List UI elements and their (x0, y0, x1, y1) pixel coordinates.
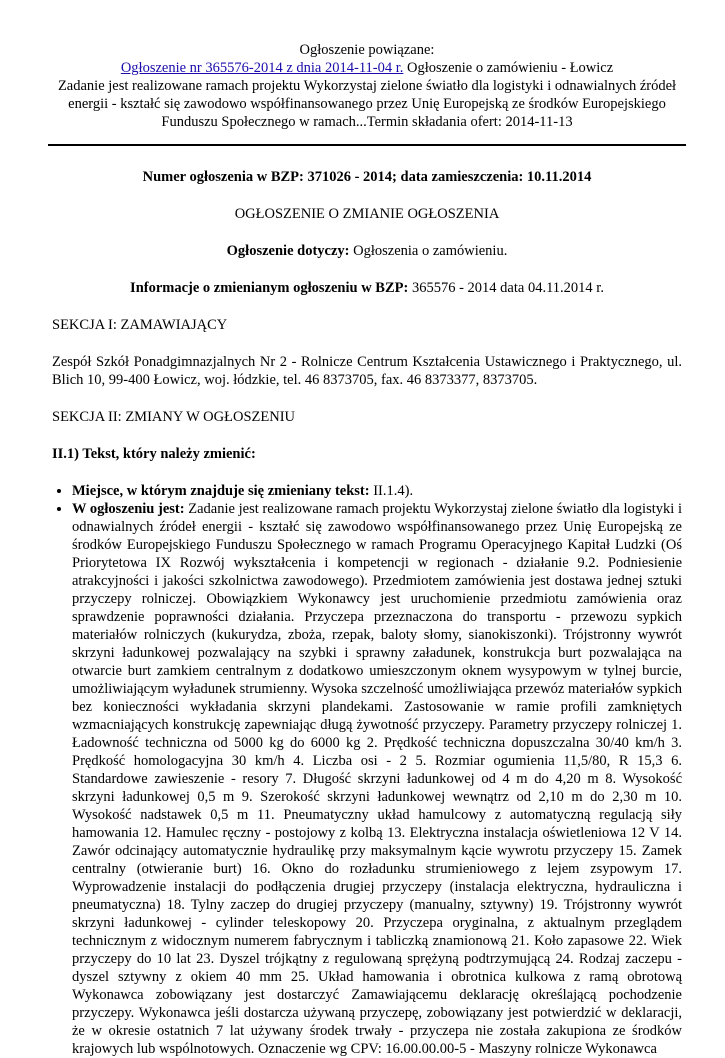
related-notice-block (52, 41, 682, 131)
notice-concerns-label: Ogłoszenie dotyczy: (226, 243, 350, 259)
related-link-suffix: Ogłoszenie o zamówieniu - Łowicz (403, 60, 614, 76)
list-item-text: II.1.4). (369, 483, 414, 499)
related-description: Zadanie jest realizowane ramach projektu Wykorzystaj zielone światło dla logistyki i odnawialnych źródeł energii - kształć się zawodowo współfinansowanego przez Unię Europejską ze środków Europejskiego Funduszu Społecznego w ramach...Termin składania ofert: 2014-11-13 (57, 78, 677, 130)
list-item-label: W ogłoszeniu jest: (72, 501, 185, 517)
horizontal-divider (48, 144, 686, 146)
notice-number: Numer ogłoszenia w BZP: 371026 - 2014; data zamieszczenia: 10.11.2014 (142, 169, 592, 185)
notice-title: OGŁOSZENIE O ZMIANIE OGŁOSZENIA (234, 206, 500, 222)
list-item-label: Miejsce, w którym znajduje się zmieniany tekst: (72, 483, 370, 499)
changes-list (52, 482, 682, 1058)
notice-concerns (52, 242, 682, 260)
list-item-text: Zadanie jest realizowane ramach projektu Wykorzystaj zielone światło dla logistyki i odnawialnych źródeł energii - kształć się zawodowo współfinansowanego przez Unię Europejską ze środków Europejskiego Funduszu Społecznego w ramach Programu Operacyjnego Kapitał Ludzki (Oś Priorytetowa IX Rozwój wykształcenia i kompetencji w regionach - działanie 9.2. Podniesienie atrakcyjności i jakości szkolnictwa zawodowego). Przedmiotem zamówienia jest dostawa jednej sztuki przyczepy rolniczej. Obowiązkiem Wykonawcy jest uruchomienie przedmiotu zamówienia oraz sprawdzenie poprawności działania. Przyczepa przeznaczona do transportu - przewozu sypkich materiałów rolniczych (kukurydza, zboża, rzepak, baloty słomy, sianokiszonki). Trójstronny wywrót skrzyni ładunkowej pozwalający na szybki i sprawny załadunek, konstrukcja burt pozwalająca na otwarcie burt zamkiem centralnym z dodatkowo umieszczonym oknem wysypowym w tylnej burcie, umożliwiającym wyładunek strumienny. Wysoka szczelność umożliwiająca przewóz materiałów sypkich bez konieczności wykładania skrzyni plandekami. Zastosowanie w ramie profili zamkniętych wzmacniających konstrukcję zapewniając długą żywotność przyczepy. Parametry przyczepy rolniczej 1. Ładowność techniczna od 5000 kg do 6000 kg 2. Prędkość techniczna dopuszczalna 30/40 km/h 3. Prędkość homologacyjna 30 km/h 4. Liczba osi - 2 5. Rozmiar ogumienia 11,5/80, R 15,3 6. Standardowe zawieszenie - resory 7. Długość skrzyni ładunkowej od 4 m do 4,20 m 8. Wysokość skrzyni ładunkowej 0,5 m 9. Szerokość skrzyni ładunkowej wewnątrz od 2,10 m do 2,30 m 10. Wysokość nadstawek 0,5 m 11. Pneumatyczny układ hamulcowy z automatyczną regulacją siły hamowania 12. Hamulec ręczny - postojowy z kolbą 13. Elektryczna instalacja oświetleniowa 12 V 14. Zawór odcinający automatycznie hydraulikę przy maksymalnym kącie wywrotu przyczepy 15. Zamek centralny (otwieranie burt) 16. Okno do rozładunku strumieniowego z lejem zsypowym 17. Wyprowadzenie instalacji do podłączenia drugiej przyczepy (instalacja elektryczna, hydrauliczna i pneumatyczna) 18. Tylny zaczep do drugiej przyczepy (manualny, sztywny) 19. Trójstronny wywrót skrzyni ładunkowej - cylinder teleskopowy 20. Przyczepa oryginalna, z aktualnym przeglądem technicznym z widocznym numerem fabrycznym i tabliczką znamionową 21. Koło zapasowe 22. Wiek przyczepy do 10 lat 23. Dyszel trójkątny z regulowaną sprężyną podtrzymującą 24. Rodzaj zaczepu - dyszel sztywny z okiem 40 mm 25. Układ hamowania i obrotnica kulkowa z ramą obrotową Wykonawca zobowiązany jest dostarczyć Zamawiającemu deklarację określającą pochodzenie przyczepy. Wykonawca jeśli dostarcza używaną przyczepę, zobowiązany jest potwierdzić w deklaracji, że w okresie ostatnich 7 lat używany środek trwały - przyczepa nie została zakupiona ze środków krajowych lub wspólnotowych. Oznaczenie wg CPV: 16.00.00.00-5 - Maszyny rolnicze Wykonawca (72, 501, 682, 1057)
changed-notice-info (52, 279, 682, 297)
contracting-authority-details: Zespół Szkół Ponadgimnazjalnych Nr 2 - Rolnicze Centrum Kształcenia Ustawicznego i Praktycznego, ul. Blich 10, 99-400 Łowicz, woj. łódzkie, tel. 46 8373705, fax. 46 8373377, 8373705. (52, 354, 682, 388)
list-item (72, 500, 682, 1058)
section-2-heading: SEKCJA II: ZMIANY W OGŁOSZENIU (52, 409, 296, 425)
section-2-subheading: II.1) Tekst, który należy zmienić: (52, 446, 256, 462)
notice-concerns-value: Ogłoszenia o zamówieniu. (349, 243, 508, 259)
related-heading: Ogłoszenie powiązane: (299, 42, 435, 58)
section-1-heading: SEKCJA I: ZAMAWIAJĄCY (52, 317, 228, 333)
related-link-line (52, 59, 682, 77)
changed-notice-info-value: 365576 - 2014 data 04.11.2014 r. (408, 280, 604, 296)
changed-notice-info-label: Informacje o zmienianym ogłoszeniu w BZP: (130, 280, 409, 296)
related-notice-link[interactable]: Ogłoszenie nr 365576-2014 z dnia 2014-11-04 r. (120, 60, 404, 76)
list-item (72, 482, 682, 500)
